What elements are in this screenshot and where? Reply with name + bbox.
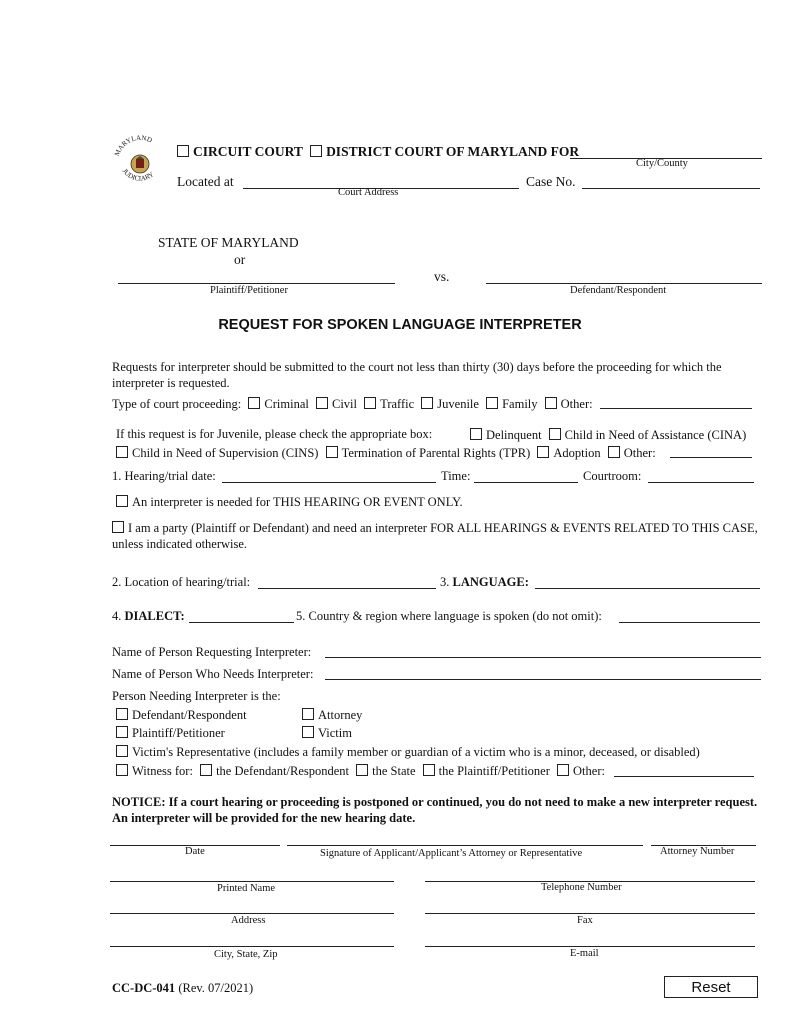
victims-rep-checkbox[interactable] — [116, 745, 128, 757]
all-hearings-checkbox[interactable] — [112, 521, 124, 533]
email-field[interactable] — [425, 946, 755, 947]
defendant-field[interactable] — [486, 283, 762, 284]
plaintiff-label: Plaintiff/Petitioner — [132, 726, 225, 740]
country-label: 5. Country & region where language is spoken (do not omit): — [296, 609, 602, 623]
signature-caption: Signature of Applicant/Applicant’s Attorney or Representative — [320, 848, 583, 859]
address-field[interactable] — [110, 913, 394, 914]
case-no-label: Case No. — [526, 174, 576, 189]
plaintiff-field[interactable] — [118, 283, 395, 284]
courtroom-field[interactable] — [648, 482, 754, 483]
family-checkbox[interactable] — [486, 397, 498, 409]
intro-text: Requests for interpreter should be submitted to the court not less than thirty (30) days before the proceeding for which the interpreter is requested. — [112, 360, 722, 390]
seal-top-text: MARYLAND — [112, 133, 154, 158]
cina-checkbox[interactable] — [549, 428, 561, 440]
all-hearings-option — [112, 520, 762, 552]
witness-checkbox[interactable] — [116, 764, 128, 776]
this-hearing-option — [116, 495, 463, 509]
tpr-checkbox[interactable] — [326, 446, 338, 458]
delinquent-checkbox[interactable] — [470, 428, 482, 440]
case-no-field[interactable] — [582, 188, 760, 189]
juvenile-other-checkbox[interactable] — [608, 446, 620, 458]
defendant-checkbox[interactable] — [116, 708, 128, 720]
time-label: Time: — [441, 469, 471, 483]
juvenile-label: Juvenile — [437, 397, 479, 411]
circuit-court-label: CIRCUIT COURT — [193, 144, 303, 159]
requesting-name-field[interactable] — [325, 657, 761, 658]
cina-label: Child in Need of Assistance (CINA) — [564, 428, 747, 442]
form-revision: (Rev. 07/2021) — [178, 981, 254, 995]
form-number: CC-DC-041 — [112, 981, 176, 995]
email-caption: E-mail — [570, 948, 599, 959]
located-at-label: Located at — [177, 174, 234, 189]
city-county-caption: City/County — [636, 158, 688, 169]
victim-option — [302, 726, 352, 740]
attorney-checkbox[interactable] — [302, 708, 314, 720]
courtroom-label: Courtroom: — [583, 469, 642, 483]
adoption-checkbox[interactable] — [537, 446, 549, 458]
juvenile-row-1 — [470, 428, 746, 442]
language-number: 3. — [440, 575, 450, 589]
all-hearings-label: I am a party (Plaintiff or Defendant) and need an interpreter FOR ALL HEARINGS & EVENTS RELATED TO THIS CASE, unless indicated otherwise. — [112, 521, 758, 551]
tpr-label: Termination of Parental Rights (TPR) — [341, 446, 531, 460]
criminal-checkbox[interactable] — [248, 397, 260, 409]
fax-caption: Fax — [577, 915, 593, 926]
other-proceeding-checkbox[interactable] — [545, 397, 557, 409]
city-state-zip-caption: City, State, Zip — [214, 949, 278, 960]
district-court-label: DISTRICT COURT OF MARYLAND FOR — [326, 144, 580, 159]
dialect-number: 4. — [112, 609, 122, 623]
plaintiff-caption: Plaintiff/Petitioner — [210, 285, 288, 296]
address-caption: Address — [231, 915, 266, 926]
court-address-caption: Court Address — [338, 187, 399, 198]
witness-other-field[interactable] — [614, 776, 754, 777]
court-selection — [177, 145, 579, 159]
family-label: Family — [502, 397, 538, 411]
criminal-label: Criminal — [264, 397, 309, 411]
traffic-checkbox[interactable] — [364, 397, 376, 409]
cins-checkbox[interactable] — [116, 446, 128, 458]
language-row — [440, 576, 529, 589]
defendant-label: Defendant/Respondent — [132, 708, 247, 722]
needs-name-field[interactable] — [325, 679, 761, 680]
witness-option — [116, 764, 605, 778]
victim-label: Victim — [318, 726, 352, 740]
defendant-caption: Defendant/Respondent — [570, 285, 667, 296]
witness-label: Witness for: — [132, 764, 193, 778]
civil-label: Civil — [332, 397, 358, 411]
witness-plaintiff-label: the Plaintiff/Petitioner — [438, 764, 550, 778]
witness-other-label: Other: — [573, 764, 605, 778]
language-field[interactable] — [535, 588, 760, 589]
witness-state-label: the State — [372, 764, 416, 778]
witness-defendant-checkbox[interactable] — [200, 764, 212, 776]
attorney-option — [302, 708, 362, 722]
printed-name-caption: Printed Name — [217, 883, 276, 894]
witness-other-checkbox[interactable] — [557, 764, 569, 776]
juvenile-other-field[interactable] — [670, 457, 752, 458]
dialect-row — [112, 610, 185, 623]
fax-field[interactable] — [425, 913, 755, 914]
proceeding-label: Type of court proceeding: — [112, 397, 242, 411]
traffic-label: Traffic — [380, 397, 415, 411]
needing-label: Person Needing Interpreter is the: — [112, 689, 281, 703]
hearing-date-field[interactable] — [222, 482, 436, 483]
dialect-field[interactable] — [189, 622, 294, 623]
time-field[interactable] — [474, 482, 578, 483]
form-title: REQUEST FOR SPOKEN LANGUAGE INTERPRETER — [218, 317, 582, 333]
location-label: 2. Location of hearing/trial: — [112, 575, 251, 589]
other-proceeding-label: Other: — [560, 397, 593, 411]
dialect-label: DIALECT: — [124, 609, 185, 623]
reset-button[interactable]: Reset — [664, 976, 758, 998]
witness-defendant-label: the Defendant/Respondent — [216, 764, 350, 778]
country-field[interactable] — [619, 622, 760, 623]
vs-label: vs. — [434, 269, 450, 284]
notice-text: NOTICE: If a court hearing or proceeding is postponed or continued, you do not need to make a new interpreter request. An interpreter will be provided for the new hearing date. — [112, 795, 758, 825]
civil-checkbox[interactable] — [316, 397, 328, 409]
circuit-court-checkbox[interactable] — [177, 145, 189, 157]
signature-field[interactable] — [287, 845, 643, 846]
this-hearing-checkbox[interactable] — [116, 495, 128, 507]
date-caption: Date — [185, 846, 205, 857]
language-label: LANGUAGE: — [452, 575, 529, 589]
printed-name-field[interactable] — [110, 881, 394, 882]
cins-label: Child in Need of Supervision (CINS) — [132, 446, 319, 460]
maryland-judiciary-seal — [112, 132, 168, 194]
defendant-option — [116, 708, 247, 722]
juvenile-other-label: Other: — [623, 446, 656, 460]
victim-checkbox[interactable] — [302, 726, 314, 738]
adoption-label: Adoption — [553, 446, 601, 460]
plaintiff-option — [116, 726, 225, 740]
this-hearing-label: An interpreter is needed for THIS HEARING OR EVENT ONLY. — [132, 495, 463, 509]
juvenile-label-text: If this request is for Juvenile, please check the appropriate box: — [116, 427, 433, 441]
witness-plaintiff-checkbox[interactable] — [423, 764, 435, 776]
location-field[interactable] — [258, 588, 436, 589]
victims-rep-label: Victim's Representative (includes a family member or guardian of a victim who is a minor, deceased, or disabled) — [132, 745, 700, 759]
proceeding-row — [112, 397, 593, 411]
needs-name-label: Name of Person Who Needs Interpreter: — [112, 667, 314, 681]
telephone-caption: Telephone Number — [541, 882, 622, 893]
attorney-label: Attorney — [318, 708, 363, 722]
attorney-number-caption: Attorney Number — [660, 846, 735, 857]
delinquent-label: Delinquent — [486, 428, 542, 442]
witness-state-checkbox[interactable] — [356, 764, 368, 776]
juvenile-row-2 — [116, 446, 656, 460]
district-court-checkbox[interactable] — [310, 145, 322, 157]
seal-bottom-text: JUDICIARY — [120, 167, 156, 183]
plaintiff-checkbox[interactable] — [116, 726, 128, 738]
requesting-name-label: Name of Person Requesting Interpreter: — [112, 645, 312, 659]
or-label: or — [234, 252, 246, 267]
state-of-maryland: STATE OF MARYLAND — [158, 235, 299, 250]
form-id — [112, 982, 253, 995]
city-state-zip-field[interactable] — [110, 946, 394, 947]
other-proceeding-field[interactable] — [600, 408, 752, 409]
victims-rep-option — [116, 745, 700, 759]
juvenile-checkbox[interactable] — [421, 397, 433, 409]
hearing-date-label: 1. Hearing/trial date: — [112, 469, 216, 483]
